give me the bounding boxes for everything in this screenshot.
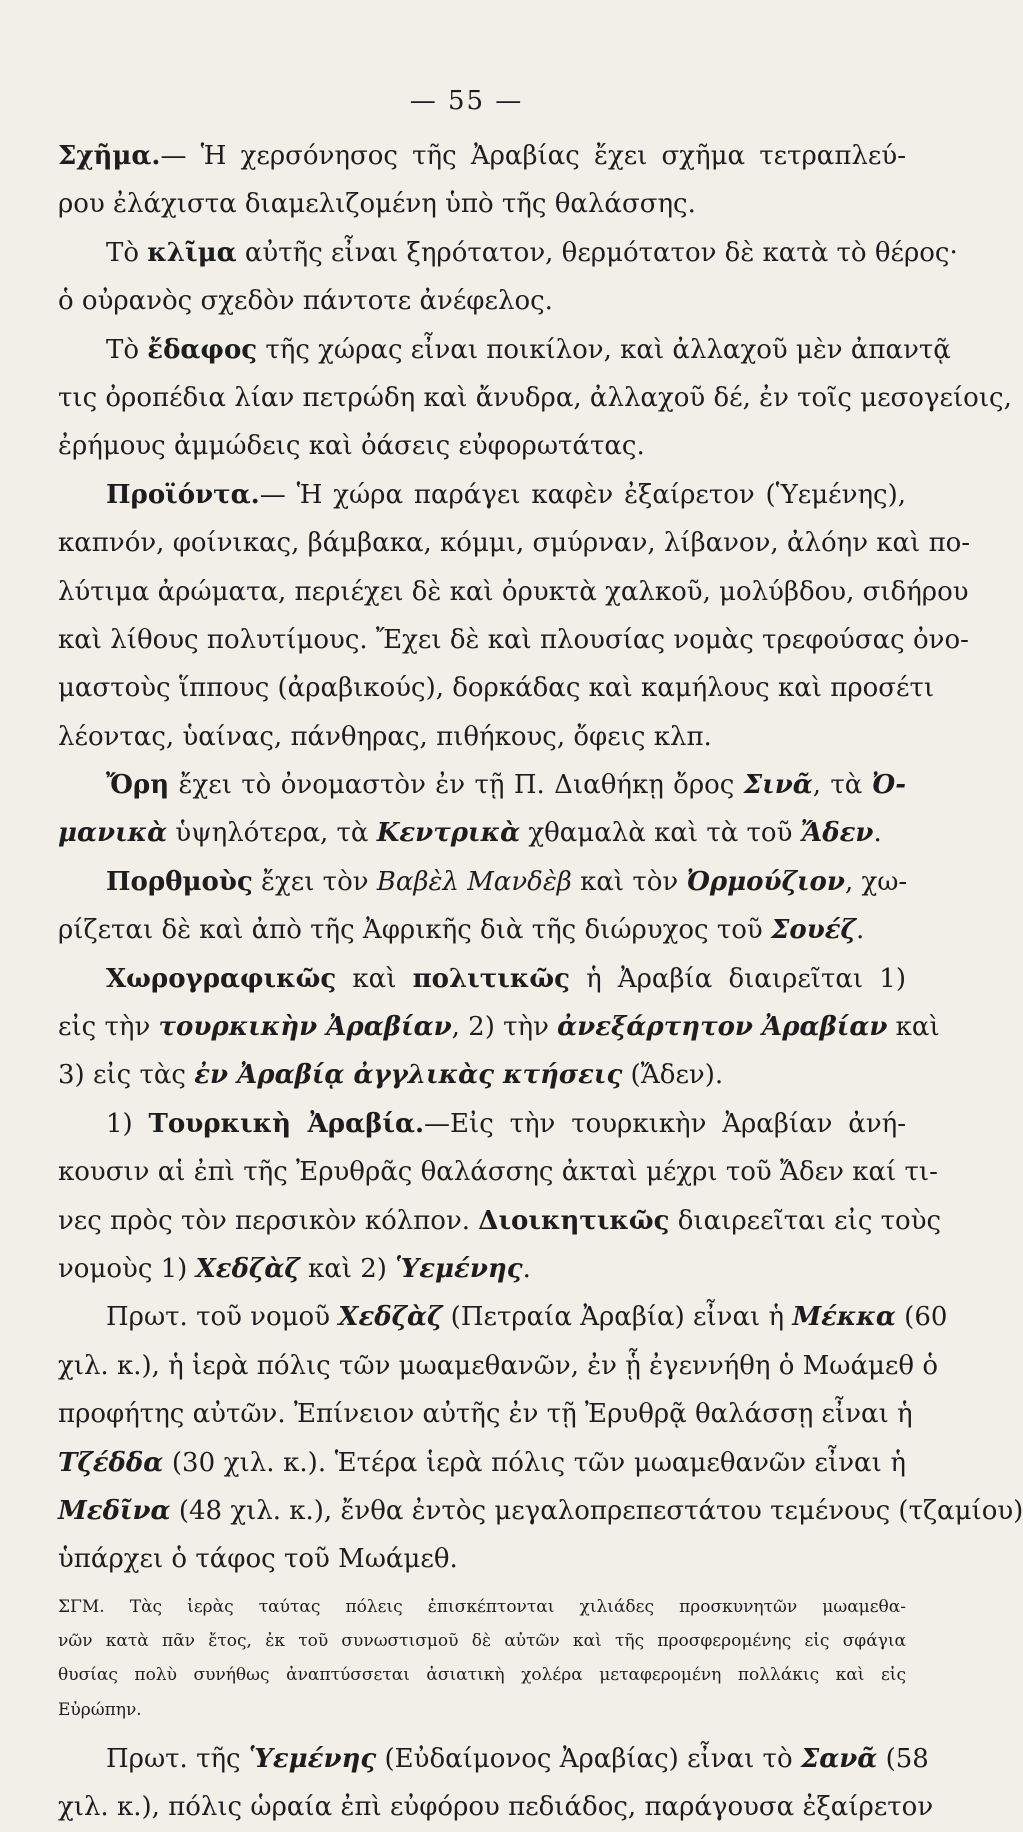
emphasis-text: Πορθμοὺς [106,866,253,897]
emphasis-text: Ὀρμούζιον [686,866,845,897]
text-span: ἡ Ἀραβία διαιρεῖται 1) [569,963,906,994]
emphasis-text: ἐν Ἀραβίᾳ ἀγγλικὰς κτήσεις [194,1060,623,1091]
text-span: τις ὀροπέδια λίαν πετρώδη καὶ ἄνυδρα, ἀλλαχοῦ δέ, ἐν τοῖς μεσογείοις, [58,382,1012,413]
text-line [58,1390,913,1438]
text-span: προφήτης αὐτῶν. Ἐπίνειον αὐτῆς ἐν τῇ Ἐρυθρᾷ θαλάσσῃ εἶναι ἡ [58,1399,913,1430]
text-span: Πρωτ. τῆς [106,1743,249,1774]
text-span: χιλ. κ.), ἡ ἱερὰ πόλις τῶν μωαμεθανῶν, ἐν ᾗ ἐγεννήθη ὁ Μωάμεθ ὁ [58,1350,938,1381]
text-span: (Ἄδεν). [622,1060,724,1091]
text-span: — Ἡ χώρα παράγει καφὲν ἐξαίρετον (Ὑεμένης), [259,479,906,510]
text-span: 1) [106,1108,149,1139]
text-span: καὶ [336,963,413,994]
text-span: ρου ἐλάχιστα διαμελιζομένη ὑπὸ τῆς θαλάσσης. [58,189,696,220]
text-line [58,1487,1023,1535]
text-line [58,1342,938,1390]
emphasis-text: Τζέδδα [58,1447,164,1478]
text-line [58,1535,906,1583]
text-span: αὐτῆς εἶναι ξηρότατον, θερμότατον δὲ κατὰ τὸ θέρος· [236,237,958,268]
page-number: — 55 — [409,86,524,116]
text-span: νῶν κατὰ πᾶν ἔτος, ἐκ τοῦ συνωστισμοῦ δὲ αὐτῶν καὶ τῆς προσφερομένης εἰς σφάγια [58,1631,906,1652]
emphasis-text: Βαβὲλ Μανδὲβ [376,866,572,897]
text-span: μαστοὺς ἵππους (ἀραβικούς), δορκάδας καὶ καμήλους καὶ προσέτι [58,673,935,704]
emphasis-text: Ὀ- [871,770,906,801]
text-span: χθαμαλὰ καὶ τὰ τοῦ [520,818,801,849]
text-span: ἔχει τὸ ὀνομαστὸν ἐν τῇ Π. Διαθήκῃ ὄρος [169,770,744,801]
text-span: καπνόν, φοίνικας, βάμβακα, κόμμι, σμύρναν, λίβανον, ἀλόην καὶ πο- [58,528,971,559]
page-text [58,132,1023,1832]
text-span: (Πετραία Ἀραβία) εἶναι ἡ [442,1302,793,1333]
emphasis-text: Ὑεμένης [395,1253,523,1284]
text-line [58,1197,942,1245]
text-line [58,374,1012,422]
emphasis-text: Σχῆμα. [58,141,161,171]
footnote-line [58,1693,906,1727]
text-span: . [522,1253,531,1284]
emphasis-text: Μέκκα [792,1302,896,1333]
emphasis-text: Σανᾶ [800,1743,878,1774]
text-span: . [873,818,882,849]
emphasis-text: ἀνεξάρτητον Ἀραβίαν [557,1012,888,1043]
text-line [58,519,971,567]
text-line [58,1783,934,1831]
footnote-line [58,1624,906,1658]
text-span: (48 χιλ. κ.), ἔνθα ἐντὸς μεγαλοπρεπεστάτου τεμένους (τζαμίου) [170,1495,1023,1526]
text-line [58,664,935,712]
text-span: , 2) τὴν [451,1012,558,1043]
text-line [58,1293,948,1341]
text-line [58,761,906,809]
text-span: κουσιν αἱ ἐπὶ τῆς Ἐρυθρᾶς θαλάσσης ἀκταὶ μέχρι τοῦ Ἄδεν καί τι- [58,1157,938,1188]
text-span: ὑπάρχει ὁ τάφος τοῦ Μωάμεθ. [58,1544,458,1575]
text-line [58,955,906,1003]
text-line [58,277,906,325]
emphasis-text: Σινᾶ [743,770,813,801]
closing-paragraph [58,1735,934,1832]
text-span: καὶ [887,1012,940,1043]
emphasis-text: Χεδζὰζ [195,1253,300,1284]
text-span: νομοὺς 1) [58,1253,196,1284]
text-span: —Εἰς τὴν τουρκικὴν Ἀραβίαν ἀνή- [424,1108,906,1139]
text-span: (Εὐδαίμονος Ἀραβίας) εἶναι τὸ [376,1743,801,1774]
text-span: καὶ τὸν [571,866,687,897]
text-span: (58 [877,1743,929,1774]
text-line [58,906,906,954]
emphasis-text: ἔδαφος [147,334,258,365]
text-line [58,1003,940,1051]
text-span: Τὸ [106,334,148,365]
emphasis-text: Ὄρη [106,770,170,801]
emphasis-text: Χεδζὰζ [338,1302,443,1333]
text-line [58,1735,929,1783]
text-line [58,326,951,374]
emphasis-text: Σουέζ [770,915,856,946]
text-span: — Ἡ χερσόνησος τῆς Ἀραβίας ἔχει σχῆμα τετραπλεύ- [160,141,906,171]
text-line [58,132,906,180]
text-line [58,180,906,228]
text-line [58,229,958,277]
emphasis-text: κλῖμα [147,237,237,268]
text-span: ἐρήμους ἀμμώδεις καὶ ὀάσεις εὐφορωτάτας. [58,431,645,462]
text-line [58,713,906,761]
text-span: καὶ λίθους πολυτίμους. Ἔχει δὲ καὶ πλουσίας νομὰς τρεφούσας ὀνο- [58,624,969,655]
text-span: εἰς τὴν [58,1012,159,1043]
text-line [58,616,969,664]
emphasis-text: μανικὰ [58,818,168,849]
emphasis-text: Κεντρικὰ [376,818,521,849]
footnote-line [58,1590,906,1624]
text-line [58,568,969,616]
text-span: Πρωτ. τοῦ νομοῦ [106,1302,339,1333]
emphasis-text: Ἄδεν [800,818,874,849]
emphasis-text: Χωρογραφικῶς [106,963,337,994]
text-line [58,1100,906,1148]
text-span: , τὰ [812,770,872,801]
text-line [58,858,906,906]
text-span: θυσίας πολὺ συνήθως ἀναπτύσσεται ἀσιατικὴ χολέρα μεταφερομένη πολλάκις καὶ εἰς [58,1665,906,1686]
emphasis-text: Τουρκικὴ Ἀραβία. [148,1108,425,1139]
text-span: ρίζεται δὲ καὶ ἀπὸ τῆς Ἀφρικῆς διὰ τῆς διώρυχος τοῦ [58,915,771,946]
text-line [58,1245,906,1293]
emphasis-text: πολιτικῶς [412,963,570,994]
text-span: ὁ οὐρανὸς σχεδὸν πάντοτε ἀνέφελος. [58,286,553,317]
text-span: διαιρεεῖται εἰς τοὺς [669,1205,942,1236]
text-span: (60 [895,1302,948,1333]
text-span: λύτιμα ἀρώματα, περιέχει δὲ καὶ ὀρυκτὰ χαλκοῦ, μολύβδου, σιδήρου [58,576,969,607]
text-span: . [855,915,865,946]
text-line [58,809,906,857]
footnote-line [58,1658,906,1692]
text-span: λέοντας, ὑαίνας, πάνθηρας, πιθήκους, ὄφεις κλπ. [58,721,712,752]
text-span: τῆς χώρας εἶναι ποικίλον, καὶ ἀλλαχοῦ μὲν ἀπαντᾷ [257,334,951,365]
text-span: (30 χιλ. κ.). Ἑτέρα ἱερὰ πόλις τῶν μωαμεθανῶν εἶναι ἡ [163,1447,906,1478]
emphasis-text: Ὑεμένης [248,1743,377,1774]
text-line [58,1051,906,1099]
text-line [58,1148,938,1196]
text-span: , χω- [844,866,908,897]
emphasis-text: Διοικητικῶς [478,1205,670,1236]
text-span: καὶ 2) [299,1253,396,1284]
text-span: νες πρὸς τὸν περσικὸν κόλπον. [58,1205,479,1236]
text-span: ὑψηλότερα, τὰ [167,818,377,849]
text-span: Τὸ [106,237,148,268]
emphasis-text: τουρκικὴν Ἀραβίαν [158,1012,452,1043]
text-line [58,1439,906,1487]
footnote-block [58,1590,906,1727]
text-line [58,471,906,519]
emphasis-text: Μεδῖνα [58,1495,171,1526]
text-line [58,422,906,470]
main-paragraphs [58,132,1023,1584]
text-span: Εὐρώπην. [58,1699,142,1720]
text-span: χιλ. κ.), πόλις ὡραία ἐπὶ εὐφόρου πεδιάδος, παράγουσα ἐξαίρετον [58,1792,934,1823]
text-span: ἔχει τὸν [252,866,377,897]
emphasis-text: Προϊόντα. [106,479,260,510]
text-span: 3) εἰς τὰς [58,1060,195,1091]
text-span: ΣΓΜ. Τὰς ἱερὰς ταύτας πόλεις ἐπισκέπτονται χιλιάδες προσκυνητῶν μωαμεθα- [58,1596,906,1617]
